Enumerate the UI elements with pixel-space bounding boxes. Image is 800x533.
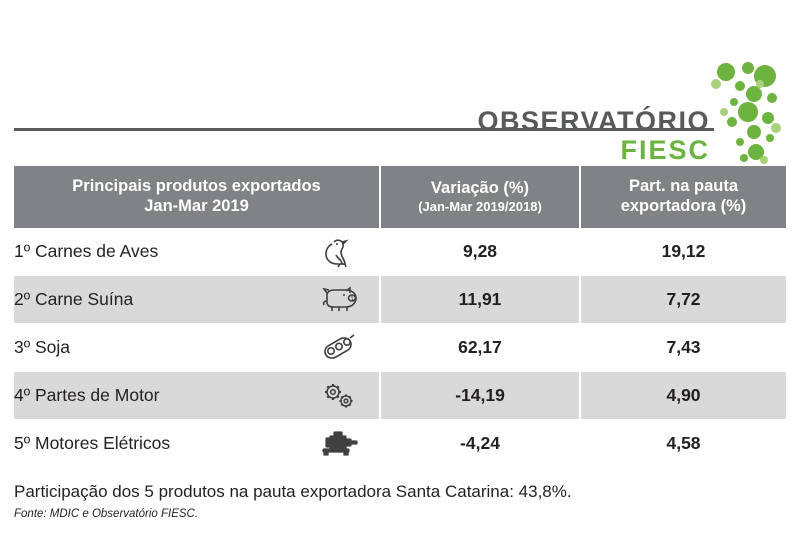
table-row	[14, 276, 786, 324]
table-row	[14, 420, 786, 468]
product-label: 1º Carnes de Aves	[14, 241, 159, 261]
product-cell	[14, 324, 380, 372]
table-header	[14, 166, 786, 228]
observatorio-fiesc-logo	[477, 60, 782, 165]
variation-value: 11,91	[380, 276, 580, 324]
header-products-line1: Principais produtos exportados	[72, 177, 321, 196]
header-variation-line1: Variação (%)	[430, 179, 530, 198]
product-label: 4º Partes de Motor	[14, 385, 160, 405]
export-products-table	[14, 166, 786, 468]
table-row	[14, 372, 786, 420]
header-products	[14, 166, 380, 228]
chicken-icon	[317, 235, 363, 269]
product-label: 5º Motores Elétricos	[14, 433, 171, 453]
logo-observatorio-text: OBSERVATÓRIO	[477, 106, 710, 136]
header-share	[580, 166, 786, 228]
logo-dots-graphic	[710, 60, 782, 165]
table-row	[14, 228, 786, 276]
table-header-row	[14, 166, 786, 228]
variation-value: 62,17	[380, 324, 580, 372]
variation-value: -4,24	[380, 420, 580, 468]
product-cell	[14, 420, 380, 468]
table-row	[14, 324, 786, 372]
header-share-line2: exportadora (%)	[620, 197, 747, 215]
variation-value: 9,28	[380, 228, 580, 276]
header-variation	[380, 166, 580, 228]
header	[0, 0, 800, 165]
header-variation-line2: (Jan-Mar 2019/2018)	[418, 199, 542, 215]
logo-fiesc-text: FIESC	[620, 135, 710, 165]
product-cell	[14, 228, 380, 276]
gears-icon	[317, 379, 363, 413]
variation-value: -14,19	[380, 372, 580, 420]
share-value: 19,12	[580, 228, 786, 276]
electric-motor-icon	[317, 427, 363, 461]
source-note: Fonte: MDIC e Observatório FIESC.	[14, 508, 199, 520]
soybean-icon	[317, 331, 363, 365]
product-cell	[14, 276, 380, 324]
product-label: 3º Soja	[14, 337, 71, 357]
share-value: 7,43	[580, 324, 786, 372]
table-body	[14, 228, 786, 468]
product-cell	[14, 372, 380, 420]
share-value: 4,90	[580, 372, 786, 420]
logo-wordmark	[477, 108, 710, 164]
share-value: 7,72	[580, 276, 786, 324]
summary-note: Participação dos 5 produtos na pauta exportadora Santa Catarina: 43,8%.	[14, 482, 572, 501]
product-label: 2º Carne Suína	[14, 289, 134, 309]
pig-icon	[317, 283, 363, 317]
share-value: 4,58	[580, 420, 786, 468]
header-share-line1: Part. na pauta	[628, 177, 739, 196]
header-products-line2: Jan-Mar 2019	[144, 197, 249, 215]
